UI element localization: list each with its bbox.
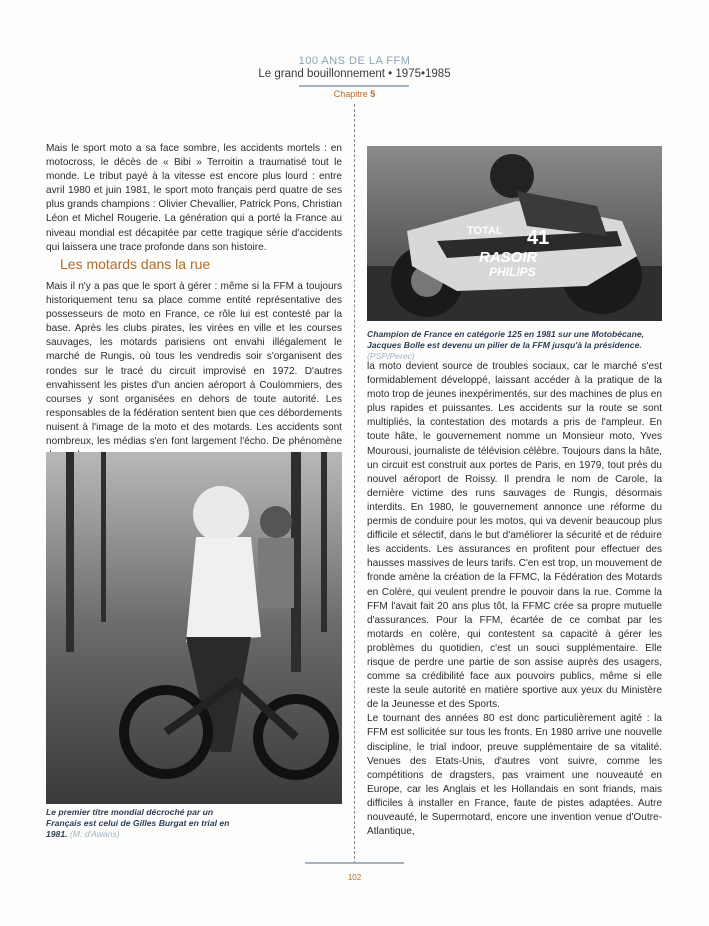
left-paragraph-2-text: Mais il n'y a pas que le sport à gérer : même si la FFM a toujours historiquement tenu sa place comme entité représentative des possesseurs de moto en France, ce rôle lui est contesté par la base. Après les clubs pirates, les virées en ville et les courses sauvages, les motards parisiens ont envahi illégalement le marché de Rungis, où tous les vendredis soir s'organisent des rondes sur le tracé du circuit improvisé en 1972. D'autres envahissent les pistes d'un ancien aéroport à Coulommiers, des courses y sont organisées en dehors de toute autorité. Les responsables de la fédération sentent bien que ces débordements nuisent à l'image de la moto et des motards. Les accidents sont nombreux, les médias s'en font largement l'écho. De phénomène xyxy=(46,281,342,448)
spectator-head xyxy=(260,506,292,538)
right-paragraph-1: la moto devient source de troubles sociaux, car le marché s'est formidablement développé, laissant accéder à la pratique de la moto trop de jeunes inexpérimentés, sur des machines de plus en plus rapides et puissantes. Les accidents sur la route se sont multipliés, la contestation des motards a pris de l'ampleur. En toute hâte, le gouvernement nomme un Monsieur moto, Yves Mourousi, journaliste de télévision célèbre. Toujours dans la hâte, un circuit est construit aux portes de Paris, en 1979, tout près du nouvel aéroport de Roissy. Il prendra le nom de Carole, la dernière victime des runs sauvages de Rungis, désormais interdits. En 1980, le gouvernement annonce une réforme du permis de conduire pour les motos, qui va devenir beaucoup plus difficile et sélectif, dans le but d'améliorer la sécurité et de réduire les accidents. Les assurances en profitent pour effectuer des hausses massives de leurs tarifs. C'en est trop, un mouvement de fronde amène la création de la FFMC, la Fédération des Motards en Colère, qui veulent prendre le pouvoir dans la rue. Comme la FFM l'avait fait 20 ans plus tôt, la FFMC crée sa propre mutuelle d'assurances. Pour la FFM, écartée de ce combat par les motards en colère, qui contestent sa capacité à gérer les problèmes du quotidien, c'est un souci supplémentaire. Elle risque de perdre une partie de son assise auprès des usagers, comme sa crédibilité face aux pouvoirs publics, même si elle reste la seule autorité en matière sportive aux yeux du Ministère de la Jeunesse et des Sports. xyxy=(367,361,662,711)
column-divider xyxy=(354,104,355,864)
racer-illustration xyxy=(367,146,662,321)
trial-illustration xyxy=(46,452,342,804)
rider-helmet xyxy=(490,154,534,198)
chapter-subtitle: Le grand bouillonnement • 1975•1985 xyxy=(258,68,451,80)
caption-trial xyxy=(46,807,246,840)
photo-racer xyxy=(367,146,662,321)
fairing-total: TOTAL xyxy=(467,225,503,237)
left-paragraph-1 xyxy=(46,142,342,255)
caption-racer-text: Champion de France en catégorie 125 en 1981 sur une Motobécane, Jacques Bolle est devenu un pilier de la FFM jusqu'à la présidence. xyxy=(367,329,644,350)
caption-racer xyxy=(367,329,662,362)
left-paragraph-2 xyxy=(46,280,342,463)
race-number: 41 xyxy=(527,227,550,249)
fairing-rasoir: RASOIR xyxy=(479,249,538,266)
left-paragraph-1-text: Mais le sport moto a sa face sombre, les accidents mortels : en motocross, le décès de « Bibi » Terroitin a traumatisé tout le monde. Le tribut payé à la vitesse est encore plus lourd : entre avril 1980 et juin 1981, le sport moto français perd quatre de ses plus grands champions : Olivier Chevallier, Patrick Pons, Christian Léon et Michel Rougerie. La génération qui a porté la France au niveau mondial est décapitée par cette tragique série d'accidents qui laissera une trace profonde dans son histoire. xyxy=(46,143,342,253)
chapter-label xyxy=(0,89,709,99)
caption-racer-credit: (PSP/Perec) xyxy=(367,351,415,361)
section-heading: Les motards dans la rue xyxy=(60,256,211,272)
caption-trial-text: Le premier titre mondial décroché par un Français est celui de Gilles Burgat en trial en 1981. xyxy=(46,807,230,839)
header-rule xyxy=(299,85,409,87)
footer-rule xyxy=(305,862,404,864)
fairing-philips: PHILIPS xyxy=(489,265,536,279)
caption-trial-credit: (M. d'Awans) xyxy=(69,829,120,839)
page-number: 102 xyxy=(347,873,362,882)
chapter-label-text: Chapitre xyxy=(333,89,368,99)
series-title: 100 ANS DE LA FFM xyxy=(298,55,411,67)
photo-trial xyxy=(46,452,342,804)
spectator-body xyxy=(258,538,294,608)
right-column xyxy=(367,360,662,839)
trial-rider-jersey xyxy=(186,537,261,642)
trial-helmet xyxy=(193,486,249,542)
right-paragraph-2: Le tournant des années 80 est donc particulièrement agité : la FFM est sollicitée sur tous les fronts. En 1980 arrive une nouvelle discipline, le trial indoor, preuve supplémentaire de sa vitalité. Venues des Etats-Unis, d'autres vont suivre, comme les compétitions de dragsters, pas vraiment une nouveauté en Europe, car les Anglais et les Hollandais en sont friands, mais difficiles à installer en France, faute de pistes adaptées. Autre nouveauté, le Supermotard, encore une invention venue d'Outre-Atlantique, xyxy=(367,713,662,838)
chapter-number: 5 xyxy=(370,89,376,99)
